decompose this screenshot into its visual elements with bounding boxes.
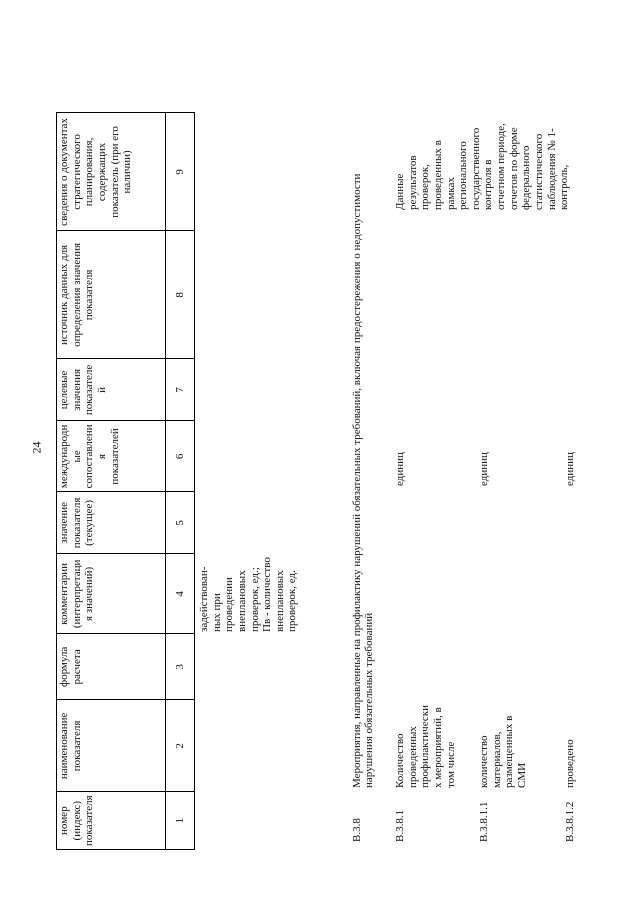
page-number: 24: [29, 441, 44, 454]
header-target: целевые значения показателе й: [57, 359, 166, 421]
row-1-index: В.3.8.1: [394, 809, 406, 842]
header-index: номер (индекс) показателя: [57, 792, 166, 850]
row-3-index: В.3.8.1.2: [564, 801, 576, 842]
row-1-name: Количество проведенных профилактически х мероприятий, в том числе: [394, 705, 457, 788]
header-international: международн ые сопоставлени я показателей: [57, 421, 166, 492]
col-num-6: 6: [166, 421, 195, 492]
section-title: Мероприятия, направленные на профилактику нарушений обязательных требований, включая предостережения о недопустимости нарушения обязательных требований: [351, 173, 375, 788]
continued-comment: задействован-ных при проведении внеплановых проверок, ед.; Пв - количество внеплановых проверок, ед.: [198, 557, 299, 632]
col-num-3: 3: [166, 634, 195, 700]
col-num-2: 2: [166, 700, 195, 792]
row-2-name: количество материалов, размещенных в СМИ: [478, 715, 528, 788]
row-3-name: проведено: [564, 739, 576, 788]
col-num-8: 8: [166, 231, 195, 359]
header-name: наименование показателя: [57, 700, 166, 792]
col-num-5: 5: [166, 492, 195, 554]
row-2-index: В.3.8.1.1: [478, 801, 490, 842]
header-row: [57, 113, 166, 850]
col-num-4: 4: [166, 554, 195, 634]
header-formula: формула расчета: [57, 634, 166, 700]
row-1-unit: единиц: [394, 452, 406, 486]
header-current-value: значение показателя (текущее): [57, 492, 166, 554]
header-source: источник данных для определения значения показателя: [57, 231, 166, 359]
row-3-unit: единиц: [564, 452, 576, 486]
col-num-9: 9: [166, 113, 195, 231]
col-num-7: 7: [166, 359, 195, 421]
row-1-source: Данные результатов проверок, проведенных в рамках регионального государственного контроля в отчетном периоде, отчетов по форме федерального статистического наблюдения № 1-контроль,: [394, 123, 571, 210]
rotated-table-page: [56, 30, 640, 850]
row-2-unit: единиц: [478, 452, 490, 486]
section-index: В.3.8: [351, 818, 363, 842]
header-documents: сведения о документах стратегического планирования, содержащих показатель (при его наличии): [57, 113, 166, 231]
header-comments: комментарии (интерпретаци я значений): [57, 554, 166, 634]
column-numbers-row: [166, 113, 195, 850]
col-num-1: 1: [166, 792, 195, 850]
indicators-table: [56, 112, 195, 850]
